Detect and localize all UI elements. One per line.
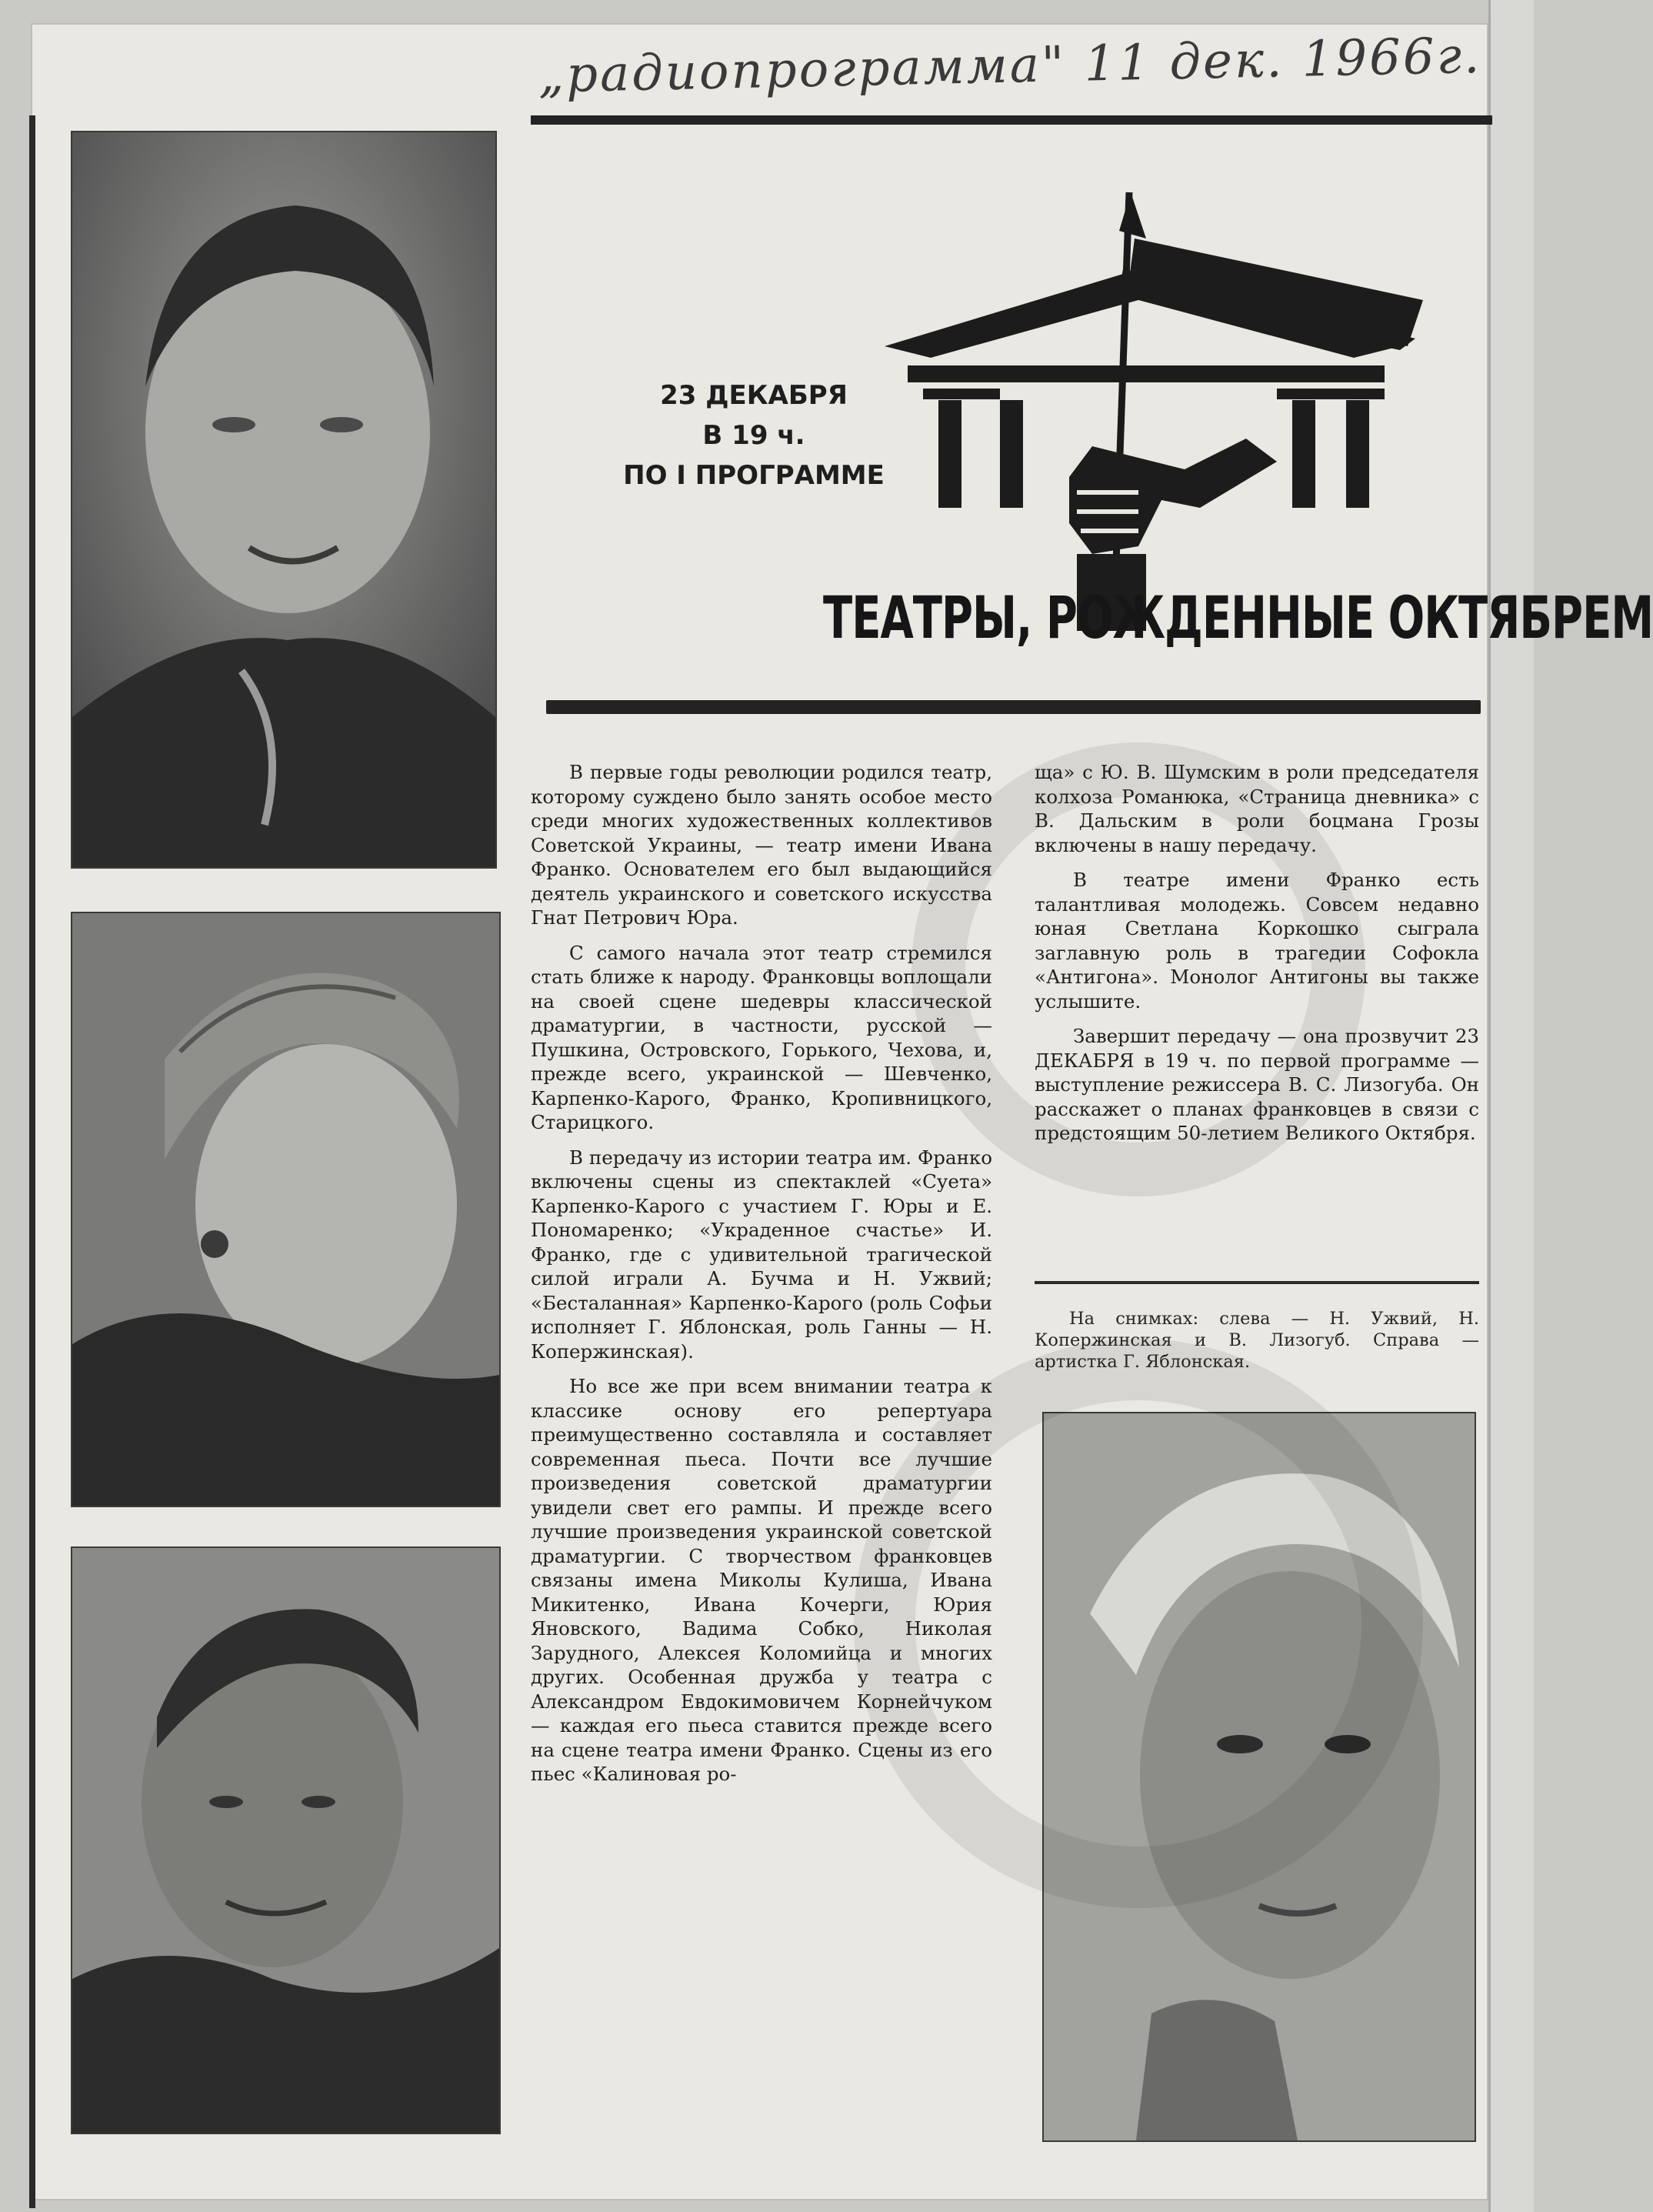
top-divider	[531, 115, 1492, 125]
photo-portrait-4	[1042, 1412, 1476, 2142]
photo-portrait-3	[71, 1546, 501, 2134]
actress-portrait-image	[1044, 1413, 1475, 2140]
paragraph: В передачу из истории театра им. Франко включены сцены из спектаклей «Суета» Карпенко-Карого с участием Г. Юры и Е. Пономаренко; «Украденное счастье» И. Франко, где с удивительной трагической силой играли А. Бучма и Н. Ужвий; «Бесталанная» Карпенко-Карого (роль Софьи исполняет Г. Яблонская, роль Ганны — Н. Копержинская).	[531, 1146, 992, 1363]
caption-text: На снимках: слева — Н. Ужвий, Н. Копержинская и В. Лизогуб. Справа — артистка Г. Яблонская.	[1035, 1309, 1479, 1372]
broadcast-program: ПО I ПРОГРАММЕ	[623, 460, 885, 491]
paragraph: ща» с Ю. В. Шумским в роли председателя колхоза Романюка, «Страница дневника» с В. Дальским в роли боцмана Грозы включены в нашу передачу.	[1035, 761, 1479, 856]
woman-profile-image	[72, 913, 499, 1506]
handwritten-source-note: „радиопрограмма" 11 дек. 1966г.	[538, 27, 1482, 105]
theatre-logo	[815, 185, 1477, 646]
man-portrait-image	[72, 1548, 499, 2133]
woman-portrait-image	[72, 132, 495, 867]
caption-divider	[1035, 1281, 1479, 1284]
photo-caption	[1035, 1308, 1479, 1373]
paragraph: Но все же при всем внимании театра к классике основу его репертуара преимущественно составляла и составляет современная пьеса. Почти все лучшие произведения советской драматургии увидели свет его рампы. И прежде всего лучшие произведения украинской советской драматургии. С творчеством франковцев связаны имена Миколы Кулиша, Ивана Микитенко, Ивана Кочерги, Юрия Яновского, Вадима Собко, Николая Зарудного, Алексея Коломийца и многих других. Особенная дружба у театра с Александром Евдокимовичем Корнейчуком — каждая его пьеса ставится прежде всего на сцене театра имени Франко. Сцены из его пьес «Калиновая ро-	[531, 1375, 992, 1785]
paragraph: С самого начала этот театр стремился стать ближе к народу. Франковцы воплощали на своей сцене шедевры классической драматургии, в частности, русской — Пушкина, Островского, Горького, Чехова, и, прежде всего, украинской — Шевченко, Карпенко-Карого, Франко, Кропивницкого, Старицкого.	[531, 941, 992, 1133]
photo-portrait-1	[71, 131, 497, 869]
album-page-edge	[1488, 0, 1534, 2212]
program-title	[823, 585, 1653, 668]
paragraph: В театре имени Франко есть талантливая молодежь. Совсем недавно юная Светлана Коркошко сыграла заглавную роль в трагедии Софокла «Антигона». Монолог Антигоны вы также услышите.	[1035, 869, 1479, 1013]
program-title-right: ОКТЯБРЕМ	[1388, 585, 1653, 652]
section-divider	[546, 700, 1481, 714]
left-border-rule	[29, 115, 35, 2208]
photo-portrait-2	[71, 912, 501, 1507]
broadcast-hour: В 19 ч.	[702, 420, 805, 451]
paragraph: Завершит передачу — она прозвучит 23 ДЕКАБРЯ в 19 ч. по первой программе — выступление режиссера В. С. Лизогуба. Он расскажет о планах франковцев в связи с предстоящим 50-летием Великого Октября.	[1035, 1025, 1479, 1144]
article-column-right	[1035, 760, 1479, 1156]
broadcast-date: 23 ДЕКАБРЯ	[660, 380, 848, 411]
program-title-left: ТЕАТРЫ, РОЖДЕННЫЕ	[823, 585, 1375, 652]
paragraph: В первые годы революции родился театр, которому суждено было занять особое место среди многих художественных коллективов Советской Украины, — театр имени Ивана Франко. Основателем его был выдающийся деятель украинского и советского искусства Гнат Петрович Юра.	[531, 761, 992, 929]
article-column-left	[531, 760, 992, 1797]
theatre-building-icon	[815, 185, 1477, 646]
